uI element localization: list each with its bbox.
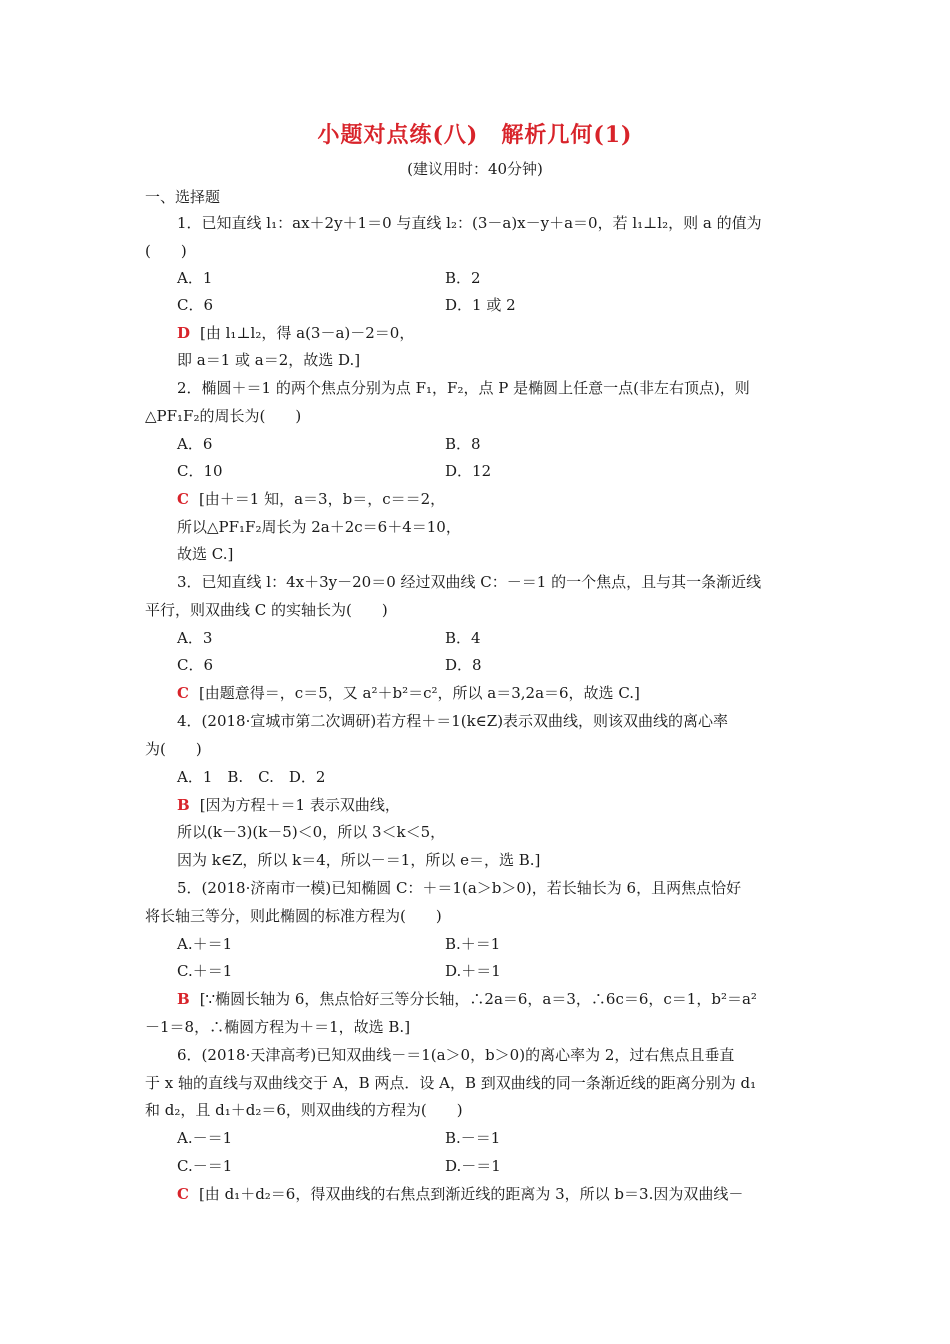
q2-option-c: C．10 <box>177 462 223 480</box>
q1-stem-line1: 1．已知直线 l₁：ax＋2y＋1＝0 与直线 l₂：(3－a)x－y＋a＝0，若 l₁⊥l₂，则 a 的值为 <box>177 214 762 232</box>
q5-stem-line1: 5．(2018·济南市一模)已知椭圆 C：＋＝1(a＞b＞0)，若长轴长为 6，且两焦点恰好 <box>177 879 742 897</box>
q3-option-a: A．3 <box>177 629 213 647</box>
q5-option-a: A.＋＝1 <box>177 935 233 953</box>
q2-solution-line3: 故选 C.] <box>177 545 234 563</box>
page-subtitle: (建议用时：40分钟) <box>407 160 543 178</box>
q5-answer: B <box>177 990 190 1008</box>
q6-option-c: C.－＝1 <box>177 1157 233 1175</box>
q6-solution-line1 <box>177 1183 743 1204</box>
q1-option-b: B．2 <box>445 269 481 287</box>
q4-solution-line3: 因为 k∈Z，所以 k＝4，所以－＝1，所以 e＝，选 B.] <box>177 851 541 869</box>
page-title: 小题对点练(八) 解析几何(1) <box>317 122 633 148</box>
q2-solution-line1 <box>177 488 445 509</box>
q2-option-d: D．12 <box>445 462 492 480</box>
q6-answer: C <box>177 1185 189 1203</box>
q1-answer: D <box>177 324 191 342</box>
q3-option-b: B．4 <box>445 629 481 647</box>
q4-options: A．1 B. C. D．2 <box>177 768 326 786</box>
q1-stem-line2: ( ) <box>145 242 187 260</box>
q3-option-d: D．8 <box>445 656 482 674</box>
q1-solution-text1: [由 l₁⊥l₂，得 a(3－a)－2＝0， <box>200 324 415 342</box>
q5-solution-text1: [∵椭圆长轴为 6，焦点恰好三等分长轴，∴2a＝6，a＝3，∴6c＝6，c＝1，b²＝a² <box>199 990 757 1008</box>
q3-solution-line1 <box>177 682 640 703</box>
q4-solution-line2: 所以(k－3)(k－5)＜0，所以 3＜k＜5， <box>177 823 446 841</box>
q6-stem-line2: 于 x 轴的直线与双曲线交于 A，B 两点．设 A，B 到双曲线的同一条渐近线的距离分别为 d₁ <box>145 1074 757 1092</box>
q6-solution-text1: [由 d₁＋d₂＝6，得双曲线的右焦点到渐近线的距离为 3，所以 b＝3.因为双曲线－ <box>198 1185 744 1203</box>
q5-option-d: D.＋＝1 <box>445 962 501 980</box>
q3-solution-text1: [由题意得＝，c＝5，又 a²＋b²＝c²，所以 a＝3,2a＝6，故选 C.] <box>198 684 640 702</box>
q3-option-c: C．6 <box>177 656 214 674</box>
q4-stem-line1: 4．(2018·宣城市第二次调研)若方程＋＝1(k∈Z)表示双曲线，则该双曲线的离心率 <box>177 712 729 730</box>
q1-option-c: C．6 <box>177 296 214 314</box>
q1-option-d: D．1 或 2 <box>445 296 516 314</box>
q5-solution-line1 <box>177 988 757 1009</box>
q3-answer: C <box>177 684 189 702</box>
q2-option-b: B．8 <box>445 435 481 453</box>
q1-solution-line2: 即 a＝1 或 a＝2，故选 D.] <box>177 351 361 369</box>
section-heading: 一、选择题 <box>145 188 221 206</box>
q4-stem-line2: 为( ) <box>145 740 202 758</box>
q3-stem-line1: 3．已知直线 l：4x＋3y－20＝0 经过双曲线 C：－＝1 的一个焦点，且与其一条渐近线 <box>177 573 762 591</box>
q4-answer: B <box>177 796 190 814</box>
q5-option-b: B.＋＝1 <box>445 935 501 953</box>
q6-stem-line3: 和 d₂，且 d₁＋d₂＝6，则双曲线的方程为( ) <box>145 1101 463 1119</box>
q2-answer: C <box>177 490 189 508</box>
q2-stem-line1: 2．椭圆＋＝1 的两个焦点分别为点 F₁，F₂，点 P 是椭圆上任意一点(非左右顶点)，则 <box>177 379 750 397</box>
q4-solution-text1: [因为方程＋＝1 表示双曲线， <box>199 796 400 814</box>
q5-option-c: C.＋＝1 <box>177 962 233 980</box>
q1-solution-line1 <box>177 322 414 343</box>
q2-solution-line2: 所以△PF₁F₂周长为 2a＋2c＝6＋4＝10， <box>177 518 461 536</box>
q6-option-a: A.－＝1 <box>177 1129 233 1147</box>
q1-option-a: A．1 <box>177 269 213 287</box>
q2-option-a: A．6 <box>177 435 213 453</box>
q3-stem-line2: 平行，则双曲线 C 的实轴长为( ) <box>145 601 388 619</box>
q6-option-d: D.－＝1 <box>445 1157 501 1175</box>
q5-solution-line2: －1＝8，∴椭圆方程为＋＝1，故选 B.] <box>145 1018 411 1036</box>
q4-solution-line1 <box>177 794 400 815</box>
q6-stem-line1: 6．(2018·天津高考)已知双曲线－＝1(a＞0，b＞0)的离心率为 2，过右焦点且垂直 <box>177 1046 735 1064</box>
q2-stem-line2: △PF₁F₂的周长为( ) <box>145 407 302 425</box>
q5-stem-line2: 将长轴三等分，则此椭圆的标准方程为( ) <box>145 907 442 925</box>
q6-option-b: B.－＝1 <box>445 1129 501 1147</box>
q2-solution-text1: [由＋＝1 知，a＝3，b＝，c＝＝2， <box>198 490 446 508</box>
